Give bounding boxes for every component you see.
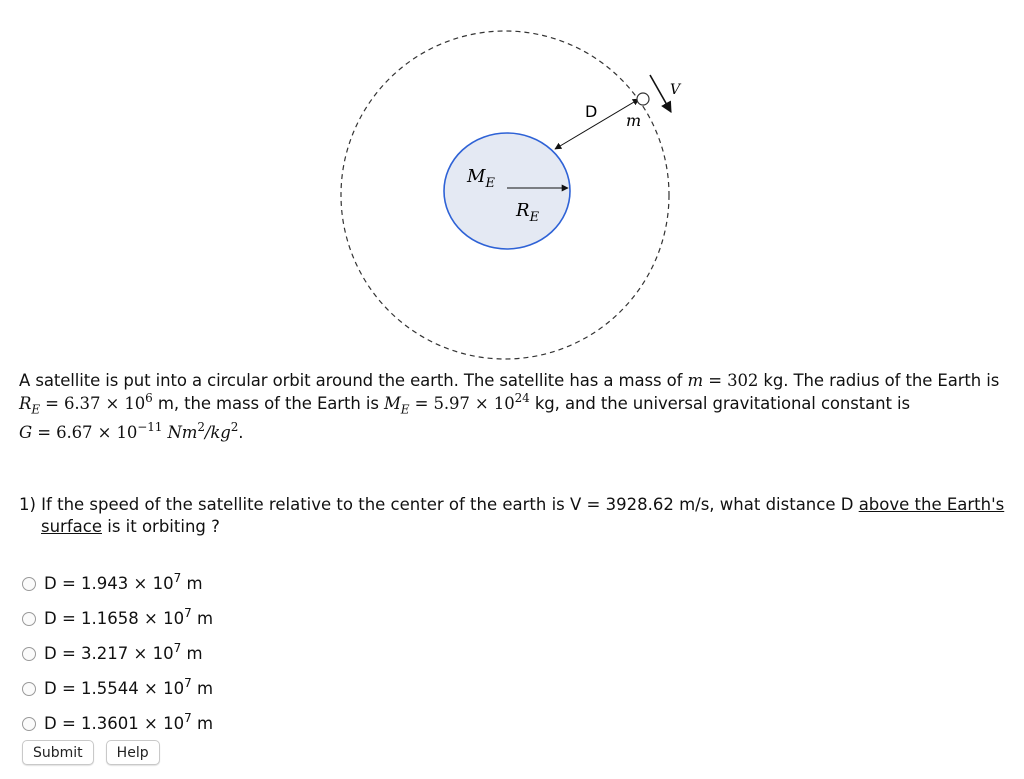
orbit-diagram	[330, 20, 690, 360]
answer-option-3[interactable]	[22, 636, 213, 671]
velocity-label: V	[670, 82, 681, 98]
problem-statement: A satellite is put into a circular orbit around the earth. The satellite has a mass of m = 302 kg. The radius of the Earth is $R_E = 6.37 \times 10^6$ m, the mass of the Earth is $M_E = 5.97 \times 10^{24}$ kg, and the universal gravitational constant is $G = 6.67 \times 10^{-11}$ $Nm^2/kg^2$.	[19, 371, 1000, 443]
answer-option-4[interactable]	[22, 671, 213, 706]
satellite	[637, 93, 649, 105]
velocity-arrow	[650, 75, 671, 112]
radio-button[interactable]	[22, 682, 36, 696]
option-text: $D = 1.1658 \times 10^7$ m	[44, 606, 214, 628]
answer-option-2[interactable]	[22, 601, 213, 636]
answer-option-5[interactable]	[22, 706, 213, 741]
earth-mass-label: $M_E$	[467, 166, 495, 191]
option-text: $D = 1.5544 \times 10^7$ m	[44, 676, 214, 698]
help-button[interactable]: Help	[106, 740, 160, 765]
answer-options	[22, 566, 213, 741]
submit-button[interactable]: Submit	[22, 740, 94, 765]
option-text: $D = 3.217 \times 10^7$ m	[44, 641, 203, 663]
distance-label: D	[585, 102, 598, 121]
option-text: $D = 1.3601 \times 10^7$ m	[44, 711, 214, 733]
radio-button[interactable]	[22, 647, 36, 661]
question-text: 1) If the speed of the satellite relative to the center of the earth is V = 3928.62 m/s, what distance D above the Earth's surface is it orbiting ?	[19, 495, 1005, 536]
earth-circle	[444, 133, 570, 249]
earth-radius-label: $R_E$	[516, 200, 540, 225]
option-text: $D = 1.943 \times 10^7$ m	[44, 571, 203, 593]
radio-button[interactable]	[22, 577, 36, 591]
action-buttons	[22, 740, 160, 765]
radio-button[interactable]	[22, 717, 36, 731]
radio-button[interactable]	[22, 612, 36, 626]
answer-option-1[interactable]	[22, 566, 213, 601]
satellite-mass-label: m	[626, 111, 642, 130]
